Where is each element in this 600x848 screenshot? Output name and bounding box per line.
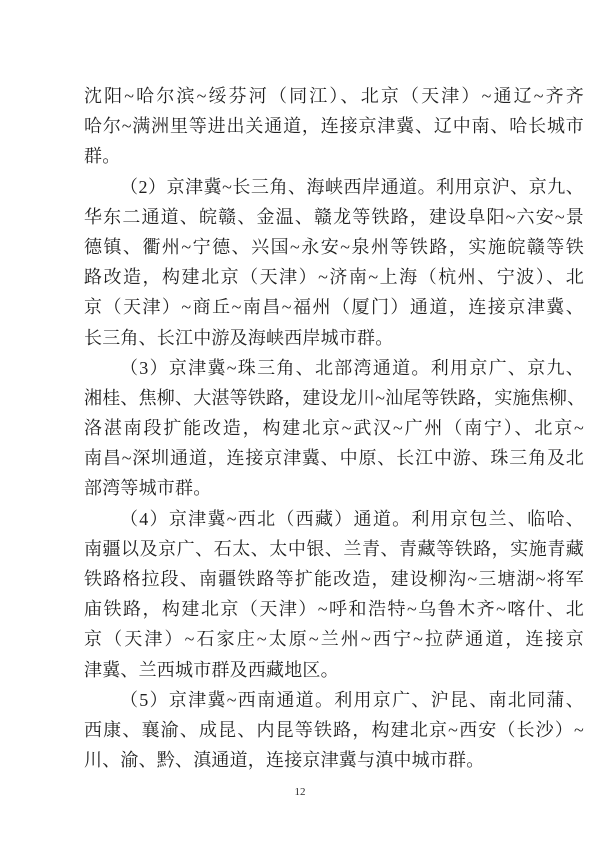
text-line: 京（天津）~商丘~南昌~福州（厦门）通道，连接京津冀、 [84, 297, 584, 318]
text-line: 部湾等城市群。 [84, 478, 212, 499]
text-line: 川、渝、黔、滇通道，连接京津冀与滇中城市群。 [84, 750, 485, 771]
text-line: （4）京津冀~西北（西藏）通道。利用京包兰、临哈、 [120, 508, 584, 529]
page-number: 12 [294, 786, 306, 798]
text-line: 洛湛南段扩能改造，构建北京~武汉~广州（南宁）、北京~ [84, 418, 584, 439]
text-line: （2）京津冀~长三角、海峡西岸通道。利用京沪、京九、 [120, 176, 584, 197]
text-line: （5）京津冀~西南通道。利用京广、沪昆、南北同蒲、 [120, 689, 584, 710]
text-line: 德镇、衢州~宁德、兴国~永安~泉州等铁路，实施皖赣等铁 [84, 236, 584, 257]
text-line: 华东二通道、皖赣、金温、赣龙等铁路，建设阜阳~六安~景 [84, 206, 584, 227]
text-line: 沈阳~哈尔滨~绥芬河（同江）、北京（天津）~通辽~齐齐 [84, 86, 584, 106]
text-line: 西康、襄渝、成昆、内昆等铁路，构建北京~西安（长沙）~ [84, 719, 584, 740]
text-line: 群。 [84, 146, 121, 167]
text-line: （3）京津冀~珠三角、北部湾通道。利用京广、京九、 [120, 357, 584, 378]
text-line: 南昌~深圳通道，连接京津冀、中原、长江中游、珠三角及北 [84, 448, 584, 469]
text-line: 路改造，构建北京（天津）~济南~上海（杭州、宁波）、北 [84, 267, 584, 288]
text-line: 哈尔~满洲里等进出关通道，连接京津冀、辽中南、哈长城市 [84, 116, 584, 137]
text-line: 津冀、兰西城市群及西藏地区。 [84, 659, 339, 680]
page-body-text [84, 81, 584, 775]
text-line: 铁路格拉段、南疆铁路等扩能改造，建设柳沟~三塘湖~将军 [84, 569, 584, 589]
text-line: 湘桂、焦柳、大湛等铁路，建设龙川~汕尾等铁路，实施焦柳、 [84, 387, 586, 408]
text-line: 京（天津）~石家庄~太原~兰州~西宁~拉萨通道，连接京 [84, 629, 584, 650]
text-line: 长三角、长江中游及海峡西岸城市群。 [84, 327, 394, 348]
text-line: 南疆以及京广、石太、太中银、兰青、青藏等铁路，实施青藏 [84, 538, 584, 559]
text-line: 庙铁路，构建北京（天津）~呼和浩特~乌鲁木齐~喀什、北 [84, 599, 584, 620]
